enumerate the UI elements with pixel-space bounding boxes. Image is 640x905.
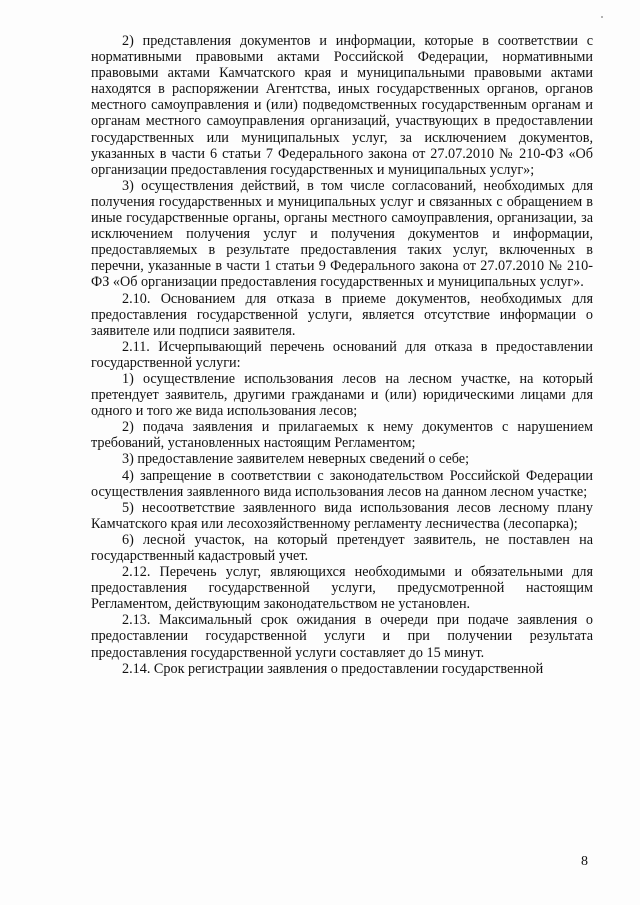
paragraph-item-3-actions: 3) осуществления действий, в том числе согласований, необходимых для получения государственных и муниципальных услуг и связанных с обращением в иные государственные органы, органы местного самоуправления, организации, за исключением получения услуг и получения документов и информации, предоставляемых в результате предоставления таких услуг, включенных в перечни, указанные в части 1 статьи 9 Федерального закона от 27.07.2010 № 210-ФЗ «Об организации предоставления государственных и муниципальных услуг». [91,177,593,291]
refusal-reason-2: 2) подача заявления и прилагаемых к нему документов с нарушением требований, установленных настоящим Регламентом; [91,419,593,452]
paragraph-2-14: 2.14. Срок регистрации заявления о предоставлении государственной [122,660,544,677]
document-body [91,33,593,677]
paragraph-2-10: 2.10. Основанием для отказа в приеме документов, необходимых для предоставления государственной услуги, является отсутствие информации о заявителе или подписи заявителя. [91,290,593,339]
page-number: 8 [581,854,588,869]
paragraph-2-12: 2.12. Перечень услуг, являющихся необходимыми и обязательными для предоставления государственной услуги, предусмотренной настоящим Регламентом, действующим законодательством не установлен. [91,564,593,613]
refusal-reason-5: 5) несоответствие заявленного вида использования лесов лесному плану Камчатского края или лесохозяйственному регламенту лесничества (лесопарка); [91,499,593,532]
refusal-reason-3: 3) предоставление заявителем неверных сведений о себе; [122,451,470,468]
refusal-reason-1: 1) осуществление использования лесов на лесном участке, на который претендует заявитель, другими гражданами и (или) юридическими лицами для одного и того же вида использования лесов; [91,370,593,420]
refusal-reason-6: 6) лесной участок, на который претендует заявитель, не поставлен на государственный кадастровый учет. [91,531,593,564]
paragraph-2-11: 2.11. Исчерпывающий перечень оснований для отказа в предоставлении государственной услуги: [91,338,593,371]
refusal-reason-4: 4) запрещение в соответствии с законодательством Российской Федерации осуществления заявленного вида использования лесов на данном лесном участке; [91,467,593,500]
paragraph-2-13: 2.13. Максимальный срок ожидания в очереди при подаче заявления о предоставлении государственной услуги и при получении результата предоставления государственной услуги составляет до 15 минут. [91,612,593,661]
paragraph-item-2-documents: 2) представления документов и информации, которые в соответствии с нормативными правовыми актами Российской Федерации, нормативными правовыми актами Камчатского края и муниципальными правовыми актами находятся в распоряжении Агентства, иных государственных органов, органов местного самоуправления и (или) подведомственных государственным органам и органам местного самоуправления организаций, участвующих в предоставлении государственных или муниципальных услуг, за исключением документов, указанных в части 6 статьи 7 Федерального закона от 27.07.2010 № 210-ФЗ «Об организации предоставления государственных и муниципальных услуг»; [91,33,593,178]
scan-speck [601,16,603,18]
